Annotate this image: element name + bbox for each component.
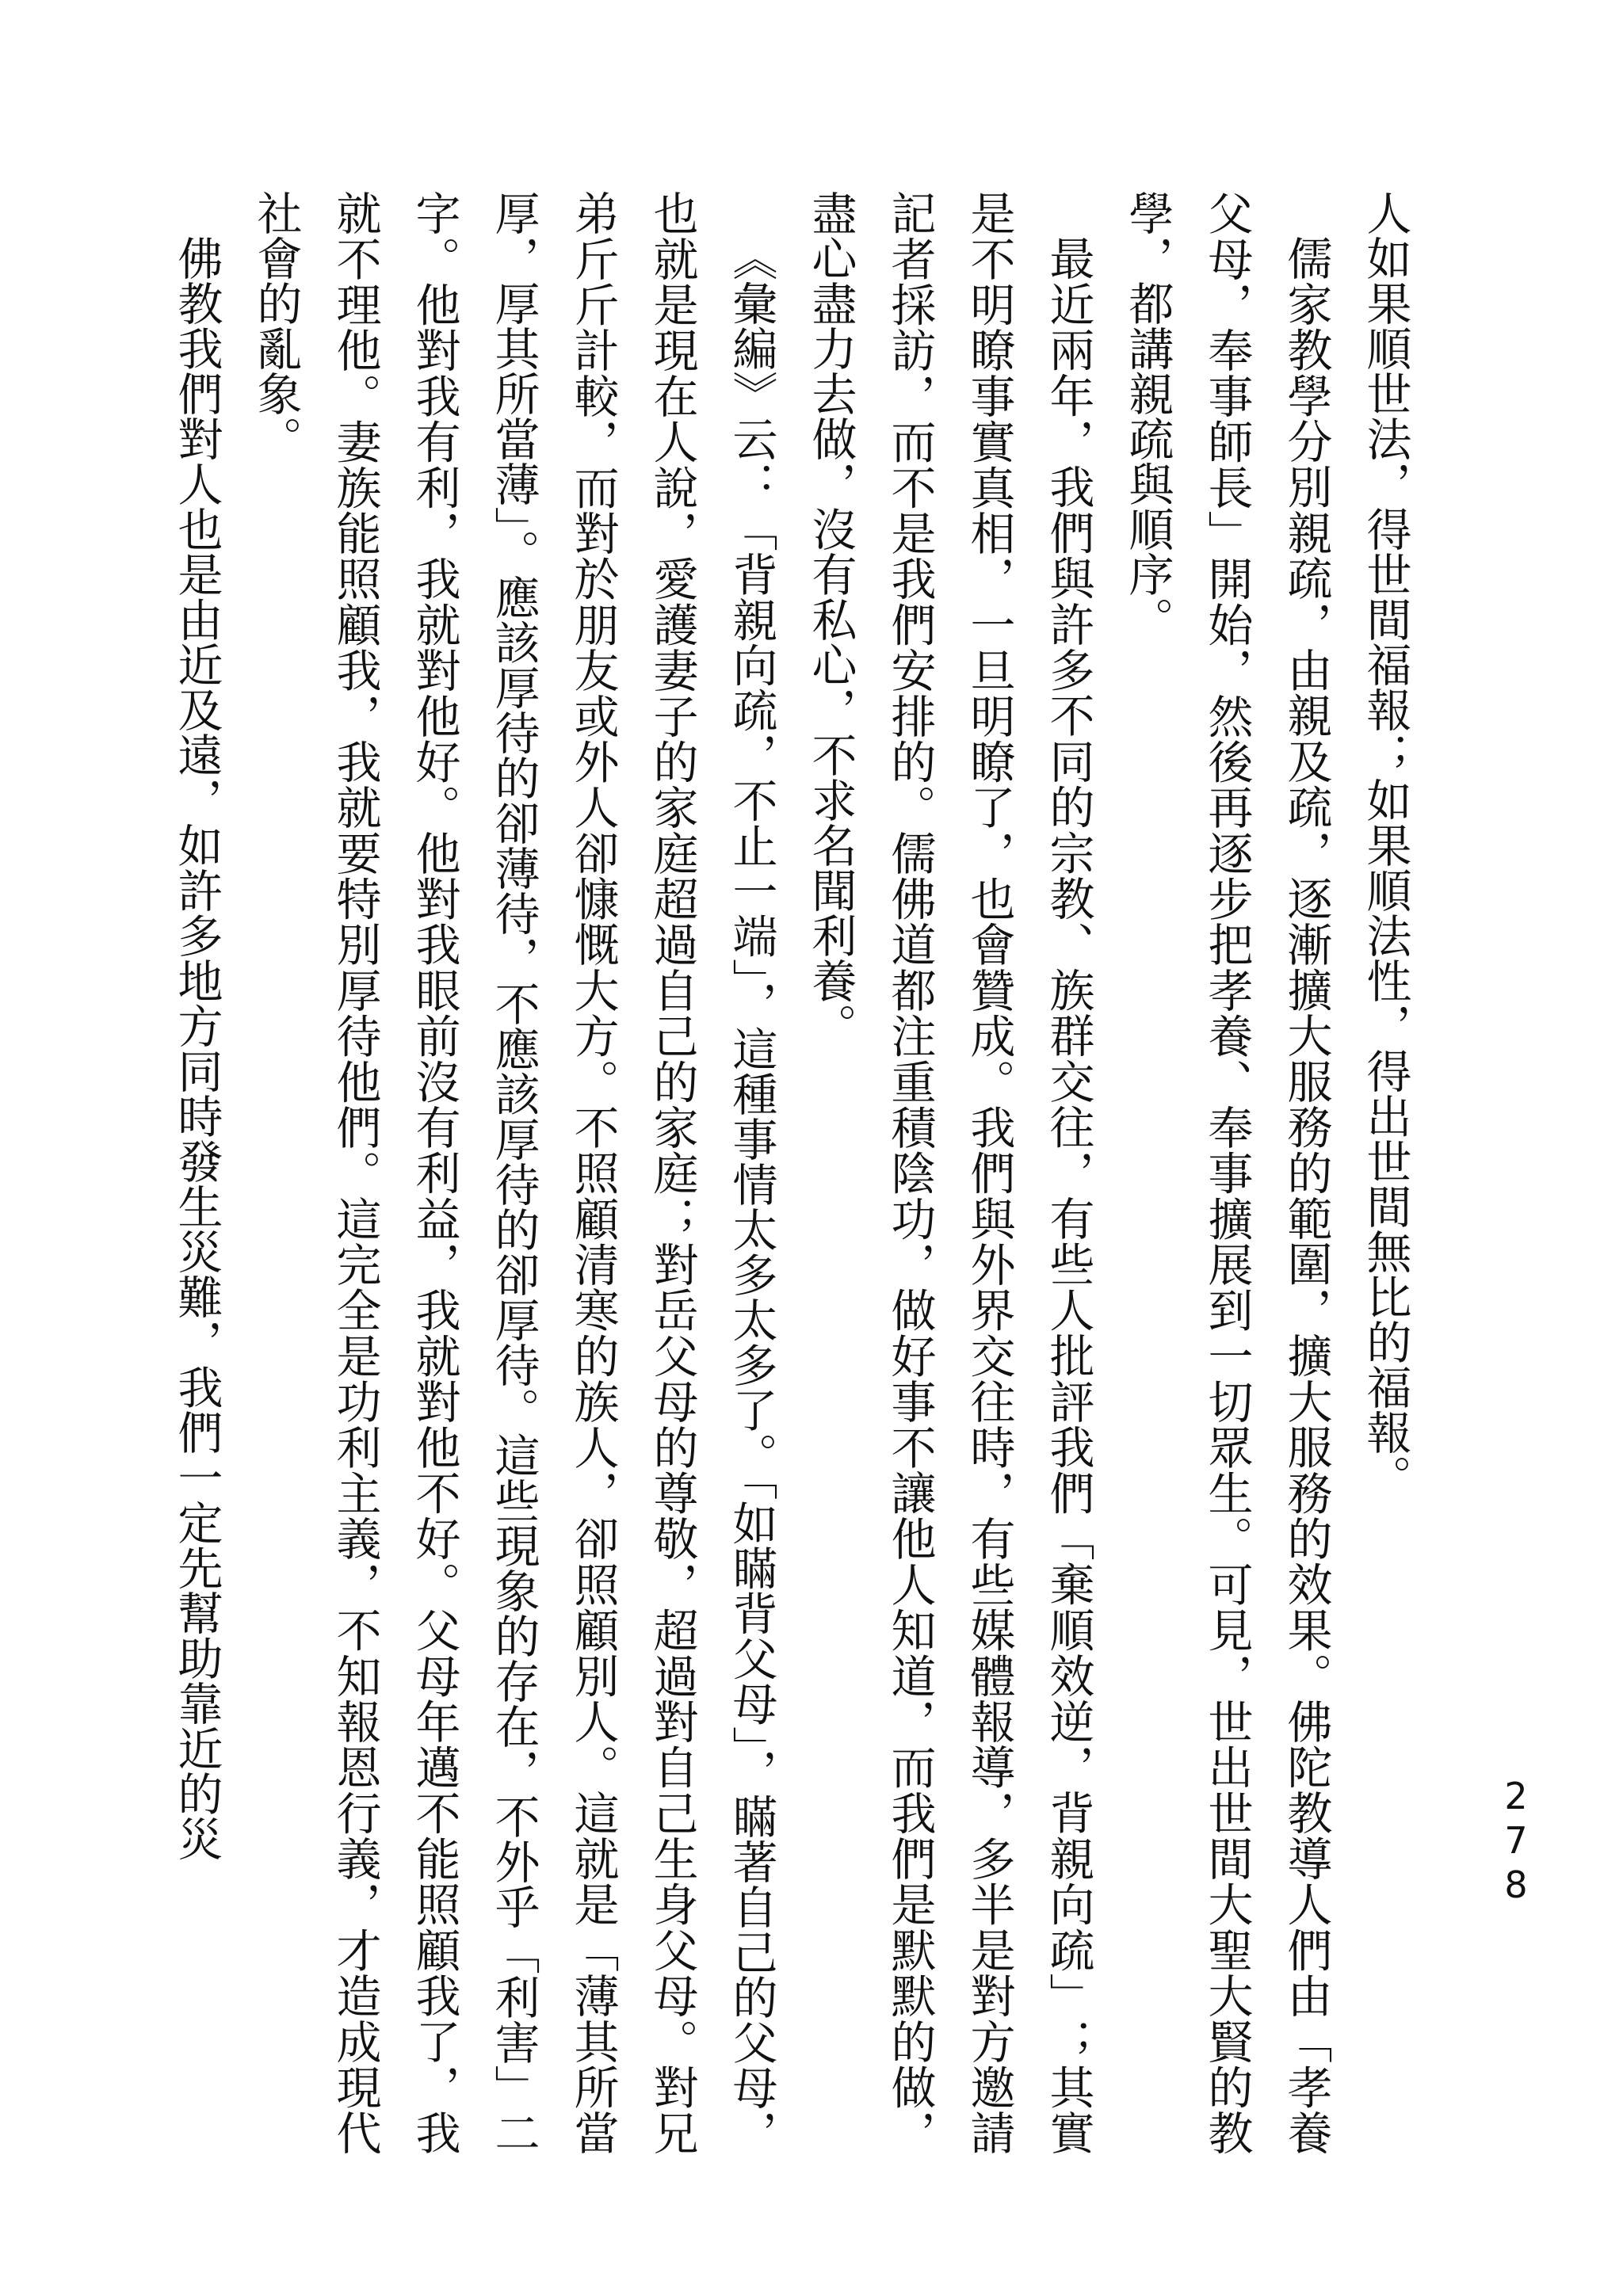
paragraph-3: 最近兩年，我們與許多不同的宗教、族群交往，有些人批評我們「棄順效逆，背親向疏」；其實是不明瞭事實真相，一旦明瞭了，也會贊成。我們與外界交往時，有些媒體報導，多半是對方邀請記者採訪，而不是我們安排的。儒佛道都注重積陰功，做好事不讓他人知道，而我們是默默的做，盡心盡力去做，沒有私心，不求名聞利養。 [804, 190, 1094, 2155]
paragraph-5: 佛教我們對人也是由近及遠，如許多地方同時發生災難，我們一定先幫助靠近的災 [170, 235, 223, 1861]
page-number: 278 [1495, 1775, 1537, 1908]
paragraph-2: 儒家教學分別親疏，由親及疏，逐漸擴大服務的範圍，擴大服務的效果。佛陀教導人們由「孝養父母，奉事師長」開始，然後再逐步把孝養、奉事擴展到一切眾生。可見，世出世間大聖大賢的教學，都講親疏與順序。 [1121, 190, 1332, 2155]
paragraph-1: 人如果順世法，得世間福報；如果順法性，得出世間無比的福報。 [1359, 190, 1411, 1500]
paragraph-4: 《彙編》云：「背親向疏，不止一端」，這種事情太多太多了。「如瞞背父母」，瞞著自己的父母，也就是現在人說，愛護妻子的家庭超過自己的家庭；對岳父母的尊敬，超過對自己生身父母。對兄弟斤斤計較，而對於朋友或外人卻慷慨大方。不照顧清寒的族人，卻照顧別人。這就是「薄其所當厚，厚其所當薄」。應該厚待的卻薄待，不應該厚待的卻厚待。這些現象的存在，不外乎「利害」二字。他對我有利，我就對他好。他對我眼前沒有利益，我就對他不好。父母年邁不能照顧我了，我就不理他。妻族能照顧我，我就要特別厚待他們。這完全是功利主義，不知報恩行義，才造成現代社會的亂象。 [250, 190, 777, 2155]
vertical-text-block [157, 190, 1425, 2155]
